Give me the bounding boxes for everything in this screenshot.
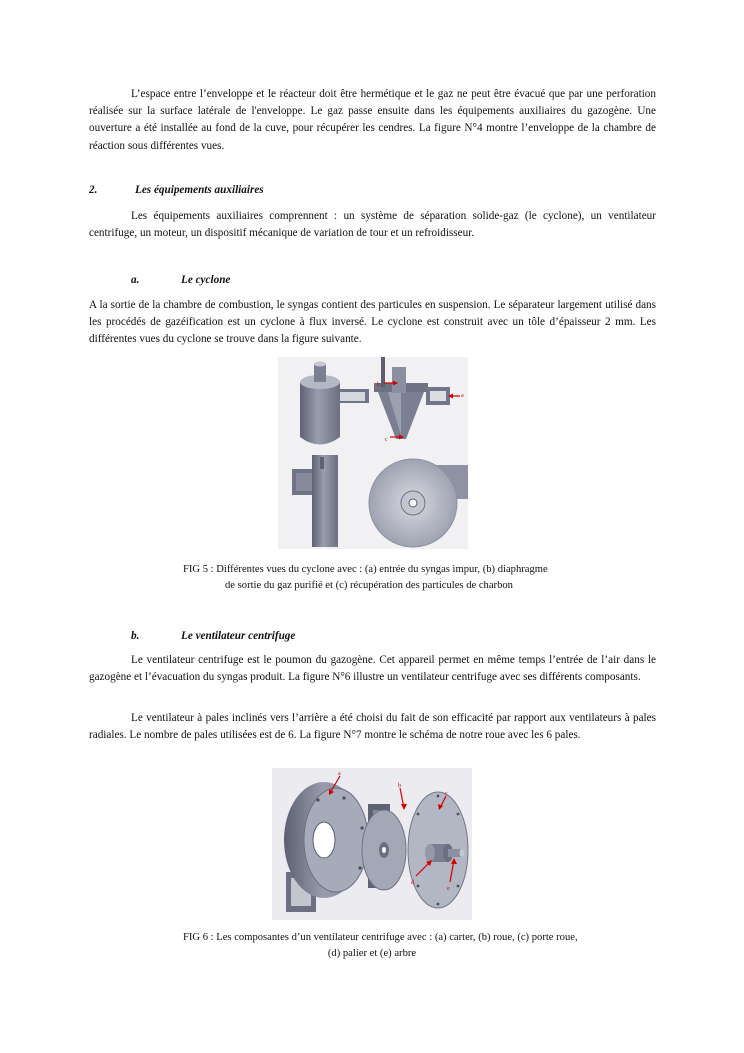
fig6-label-d: d	[411, 880, 414, 886]
cyclone-figure	[278, 357, 468, 549]
fig6-label-e: e	[447, 886, 450, 892]
section-2-number: 2.	[89, 184, 98, 196]
subsection-a-letter: a.	[131, 274, 140, 286]
fan-paragraph-2: Le ventilateur à pales inclinés vers l’arrière a été choisi du fait de son efficacité par rapport aux ventilateurs à pales radiales. Le nombre de pales utilisées est de 6. La figure N°7 montre le schéma de notre roue avec les 6 pales.	[89, 712, 656, 742]
fig5-caption-line1: FIG 5 : Différentes vues du cyclone avec : (a) entrée du syngas impur, (b) diaphragme	[183, 564, 548, 575]
subsection-b-letter: b.	[131, 630, 140, 642]
subsection-a-title: Le cyclone	[181, 274, 231, 286]
intro-paragraph: L’espace entre l’enveloppe et le réacteur doit être hermétique et le gaz ne peut être évacué que par une perforation réalisée sur la surface latérale de l'enveloppe. Le gaz passe ensuite dans les équipements auxiliaires du gazogène. Une ouverture a été installée au fond de la cuve, pour récupérer les cendres. La figure N°4 montre l’enveloppe de la chambre de réaction sous différentes vues.	[89, 88, 656, 152]
fig6-label-c: c	[445, 791, 448, 797]
fan-paragraph-1: Le ventilateur centrifuge est le poumon du gazogène. Cet appareil permet en même temps l’entrée de l’air dans le gazogène et l’évacuation du syngas produit. La figure N°6 illustre un ventilateur centrifuge avec ses différents composants.	[89, 654, 656, 684]
section-2-paragraph: Les équipements auxiliaires comprennent : un système de séparation solide-gaz (le cyclone), un ventilateur centrifuge, un moteur, un dispositif mécanique de variation de tour et un refroidisseur.	[89, 210, 656, 240]
subsection-b-title: Le ventilateur centrifuge	[181, 630, 296, 642]
fig5-label-c: c	[385, 437, 388, 443]
fan-wheel	[362, 810, 406, 890]
fig6-label-b: b	[398, 783, 401, 789]
fig5-label-b: b	[377, 382, 380, 388]
fig6-label-a: a	[338, 771, 341, 777]
fig6-caption-line1: FIG 6 : Les composantes d’un ventilateur centrifuge avec : (a) carter, (b) roue, (c) porte roue,	[183, 932, 578, 943]
fan-shaft	[448, 849, 465, 857]
fig6-caption-line2: (d) palier et (e) arbre	[327, 948, 417, 959]
fig5-caption-line2: de sortie du gaz purifié et (c) récupération des particules de charbon	[225, 580, 513, 591]
section-2-title: Les équipements auxiliaires	[135, 184, 264, 196]
cyclone-paragraph: A la sortie de la chambre de combustion, le syngas contient des particules en suspension. Le séparateur largement utilisé dans les procédés de gazéification est un cyclone à flux inversé. Le cyclone est construit avec un tôle d’épaisseur 2 mm. Les différentes vues du cyclone se trouve dans la figure suivante.	[89, 299, 656, 346]
fig5-label-a: a	[461, 393, 464, 399]
centrifugal-fan-figure	[272, 768, 472, 920]
